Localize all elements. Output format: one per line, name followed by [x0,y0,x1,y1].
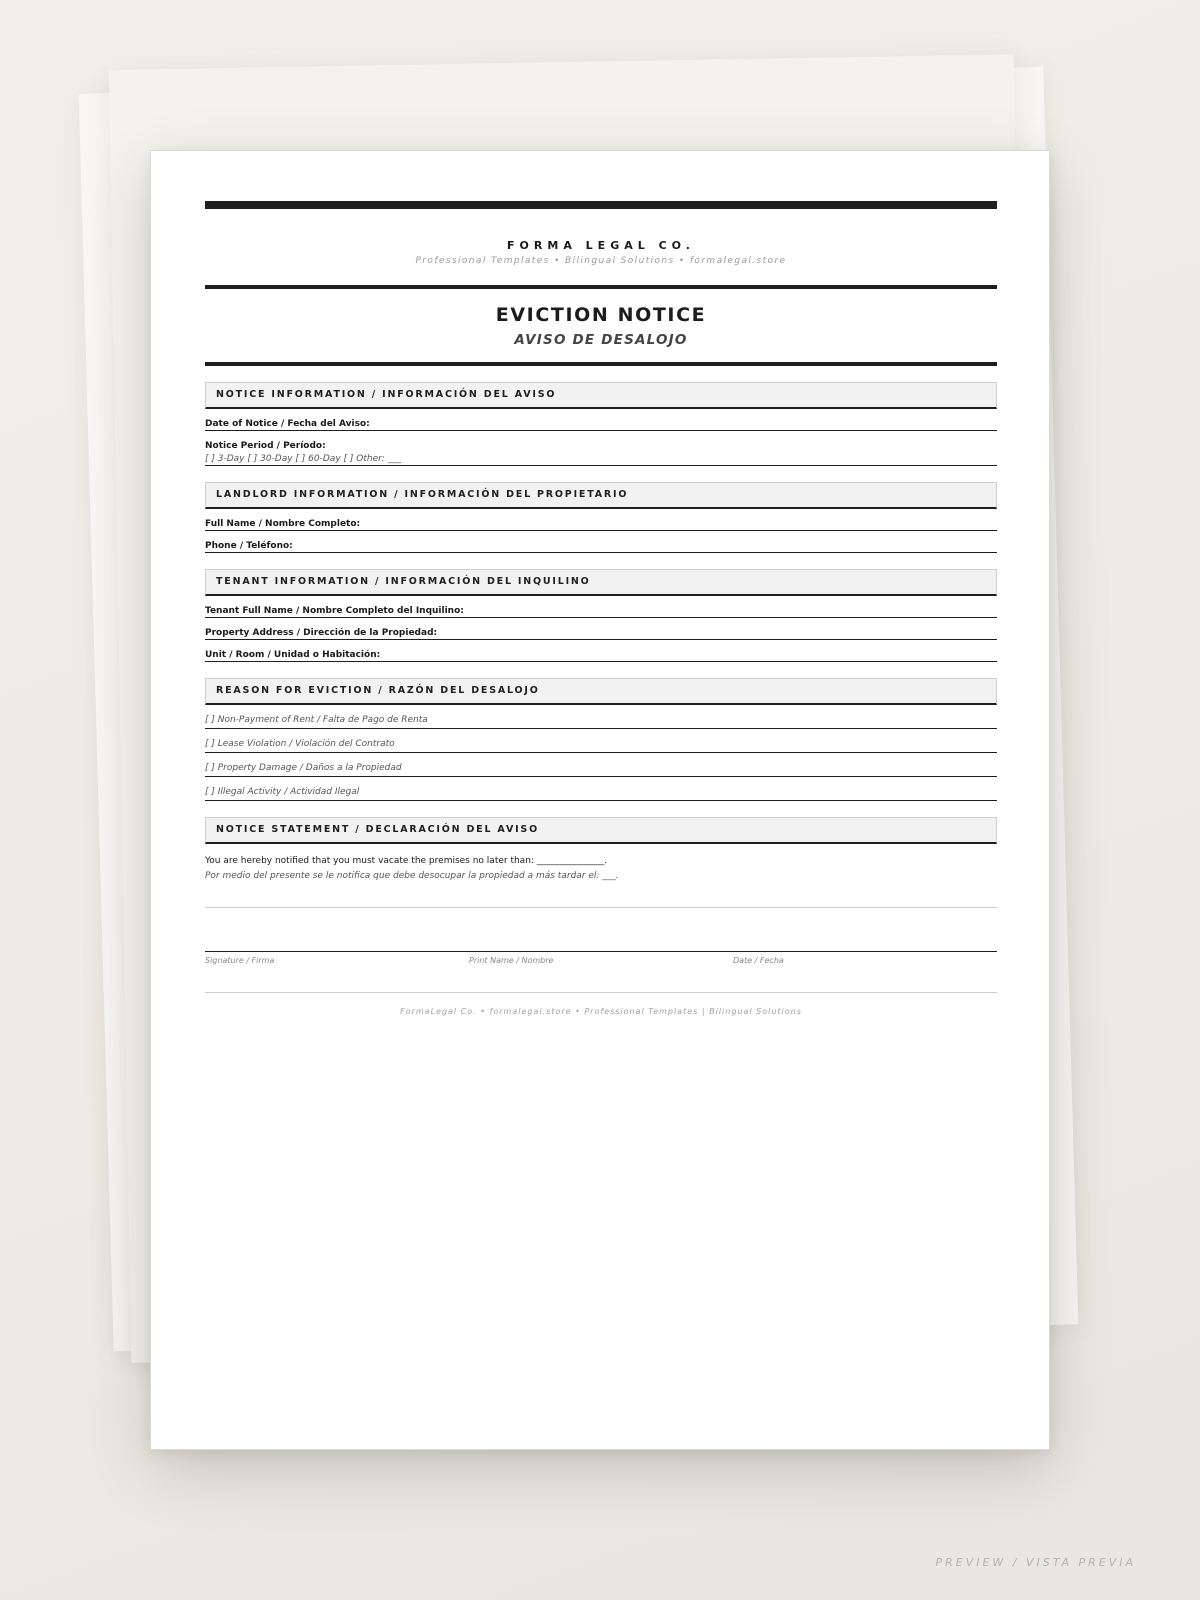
section-header-notice-info: NOTICE INFORMATION / INFORMACIÓN DEL AVISO [205,382,997,409]
section-header-tenant: TENANT INFORMATION / INFORMACIÓN DEL INQUILINO [205,569,997,596]
statement-spanish: Por medio del presente se le notifica que debe desocupar la propiedad a más tardar el: ___. [205,871,619,881]
document-content [205,201,997,1016]
brand-name: FORMA LEGAL CO. [507,239,695,252]
notice-statement [205,854,997,884]
notice-period-label: Notice Period / Período: [205,441,326,451]
brand-header [205,239,997,266]
reason-option-nonpayment[interactable]: [ ] Non-Payment of Rent / Falta de Pago de Renta [205,705,997,729]
section-header-landlord: LANDLORD INFORMATION / INFORMACIÓN DEL PROPIETARIO [205,482,997,509]
reason-option-lease-violation[interactable]: [ ] Lease Violation / Violación del Contrato [205,729,997,753]
document-subtitle: AVISO DE DESALOJO [514,332,688,348]
signature-line[interactable] [205,951,997,952]
brand-tagline: Professional Templates • Bilingual Solutions • formalegal.store [415,256,787,266]
property-address-label: Property Address / Dirección de la Propiedad: [205,628,438,638]
signature-date-label: Date / Fecha [733,956,784,965]
title-bottom-rule [205,362,997,366]
preview-watermark: PREVIEW / VISTA PREVIA [935,1556,1136,1569]
landlord-phone-label: Phone / Teléfono: [205,541,293,551]
signature-labels [205,956,997,965]
landlord-name-field[interactable] [205,509,997,531]
document-page [150,150,1050,1450]
notice-period-field[interactable] [205,431,997,466]
tenant-name-field[interactable] [205,596,997,618]
signature-top-divider [205,907,997,908]
landlord-name-label: Full Name / Nombre Completo: [205,519,361,529]
signature-label: Signature / Firma [205,956,275,965]
unit-room-field[interactable] [205,640,997,662]
reason-option-property-damage[interactable]: [ ] Property Damage / Daños a la Propiedad [205,753,997,777]
section-header-statement: NOTICE STATEMENT / DECLARACIÓN DEL AVISO [205,817,997,844]
landlord-phone-field[interactable] [205,531,997,553]
date-of-notice-field[interactable] [205,409,997,431]
tenant-name-label: Tenant Full Name / Nombre Completo del Inquilino: [205,606,464,616]
print-name-label: Print Name / Nombre [469,956,554,965]
date-of-notice-label: Date of Notice / Fecha del Aviso: [205,419,370,429]
reason-option-illegal-activity[interactable]: [ ] Illegal Activity / Actividad Ilegal [205,777,997,801]
top-rule [205,201,997,209]
property-address-field[interactable] [205,618,997,640]
notice-period-options: [ ] 3-Day [ ] 30-Day [ ] 60-Day [ ] Other: ___ [205,454,402,464]
statement-english: You are hereby notified that you must vacate the premises no later than: _______________. [205,856,608,866]
unit-room-label: Unit / Room / Unidad o Habitación: [205,650,381,660]
document-title: EVICTION NOTICE [495,304,707,326]
section-header-reason: REASON FOR EVICTION / RAZÓN DEL DESALOJO [205,678,997,705]
signature-block [205,907,997,965]
document-footer: FormaLegal Co. • formalegal.store • Professional Templates | Bilingual Solutions [400,1007,802,1016]
title-block [205,289,997,362]
footer-divider [205,992,997,993]
